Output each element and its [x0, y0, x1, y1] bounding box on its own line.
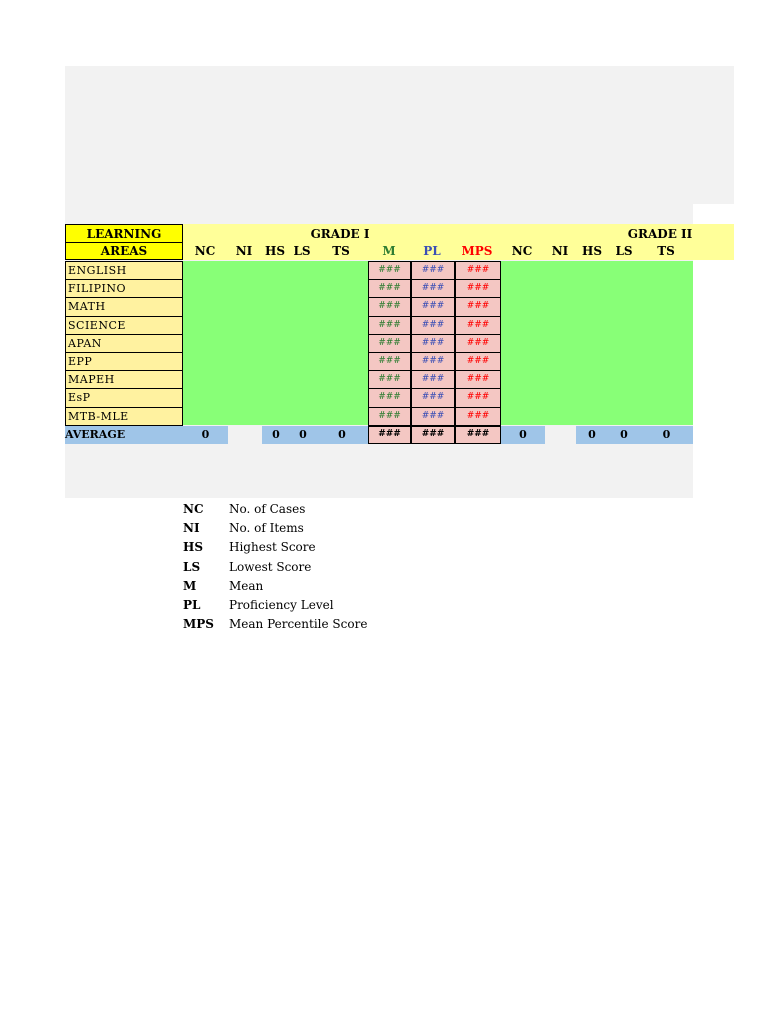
pl-cell: ### — [411, 388, 455, 407]
areas-header: AREAS — [65, 242, 183, 260]
pl-cell: ### — [411, 316, 455, 335]
subject-epp: EPP — [65, 352, 183, 371]
col-header-hs-2: HS — [264, 244, 285, 258]
legend-def-hs: Highest Score — [229, 540, 316, 555]
legend-def-pl: Proficiency Level — [229, 598, 334, 612]
legend-abbr-ls: LS — [183, 559, 201, 574]
subject-filipino: FILIPINO — [65, 279, 183, 298]
pl-cell: ### — [411, 261, 455, 280]
mean-cell: ### — [368, 370, 411, 389]
mps-cell: ### — [455, 261, 501, 280]
legend-abbr-m: M — [183, 578, 197, 593]
grade2-data-area — [501, 261, 693, 425]
pl-cell: ### — [411, 370, 455, 389]
pl-cell: ### — [411, 407, 455, 426]
grade1-title: GRADE I — [310, 226, 370, 241]
col-header-mps-7: MPS — [461, 244, 493, 258]
legend-def-mps: Mean Percentile Score — [229, 617, 368, 632]
col-header-ts-4: TS — [332, 244, 350, 258]
pl-cell: ### — [411, 279, 455, 298]
mean-cell: ### — [368, 297, 411, 316]
mean-cell: ### — [368, 388, 411, 407]
col-header-ls-11: LS — [615, 244, 633, 258]
mean-cell: ### — [368, 334, 411, 353]
legend-def-ni: No. of Items — [229, 521, 304, 536]
avg-g2-ni — [545, 426, 576, 444]
avg-g2-ls: 0 — [608, 426, 640, 444]
learning-header: LEARNING — [65, 224, 183, 243]
mps-cell: ### — [455, 316, 501, 335]
avg-g2-ts: 0 — [640, 426, 693, 444]
legend-abbr-pl: PL — [183, 598, 201, 612]
col-header-ni-9: NI — [551, 244, 569, 258]
col-header-pl-6: PL — [423, 244, 441, 258]
avg-g1-nc: 0 — [183, 426, 228, 444]
grade1-data-area — [183, 261, 368, 425]
avg-mps: ### — [455, 426, 501, 444]
avg-g1-ls: 0 — [290, 426, 316, 444]
avg-g2-nc: 0 — [501, 426, 545, 444]
avg-mean: ### — [368, 426, 411, 444]
pl-cell: ### — [411, 297, 455, 316]
mps-cell: ### — [455, 297, 501, 316]
subject-science: SCIENCE — [65, 316, 183, 335]
legend-abbr-ni: NI — [183, 521, 200, 536]
legend-def-m: Mean — [229, 578, 264, 593]
col-header-m-5: M — [382, 244, 396, 258]
sheet-background — [65, 66, 734, 204]
subject-mapeh: MAPEH — [65, 370, 183, 389]
pl-cell: ### — [411, 352, 455, 371]
col-header-ts-12: TS — [657, 244, 675, 258]
mps-cell: ### — [455, 334, 501, 353]
subject-math: MATH — [65, 297, 183, 316]
legend-abbr-mps: MPS — [183, 617, 214, 632]
subject-apan: APAN — [65, 334, 183, 353]
avg-pl: ### — [411, 426, 455, 444]
legend-def-ls: Lowest Score — [229, 559, 312, 574]
mps-cell: ### — [455, 279, 501, 298]
avg-g1-ts: 0 — [316, 426, 368, 444]
col-header-nc-8: NC — [511, 244, 533, 258]
grade2-title: GRADE II — [627, 226, 693, 241]
mean-cell: ### — [368, 279, 411, 298]
avg-g1-ni — [228, 426, 262, 444]
legend-def-nc: No. of Cases — [229, 502, 306, 516]
mean-cell: ### — [368, 261, 411, 280]
col-header-ls-3: LS — [293, 244, 311, 258]
average-label: AVERAGE — [65, 426, 183, 444]
pl-cell: ### — [411, 334, 455, 353]
mps-cell: ### — [455, 407, 501, 426]
mean-cell: ### — [368, 407, 411, 426]
col-header-nc-0: NC — [194, 244, 216, 258]
col-header-hs-10: HS — [581, 244, 602, 258]
legend-abbr-hs: HS — [183, 540, 204, 555]
legend-abbr-nc: NC — [183, 502, 204, 516]
mps-cell: ### — [455, 370, 501, 389]
mps-cell: ### — [455, 352, 501, 371]
mean-cell: ### — [368, 316, 411, 335]
subject-english: ENGLISH — [65, 261, 183, 280]
subject-mtb-mle: MTB-MLE — [65, 407, 183, 426]
mps-cell: ### — [455, 388, 501, 407]
subject-esp: EsP — [65, 388, 183, 407]
avg-g2-hs: 0 — [576, 426, 608, 444]
avg-g1-hs: 0 — [262, 426, 290, 444]
col-header-ni-1: NI — [235, 244, 253, 258]
mean-cell: ### — [368, 352, 411, 371]
